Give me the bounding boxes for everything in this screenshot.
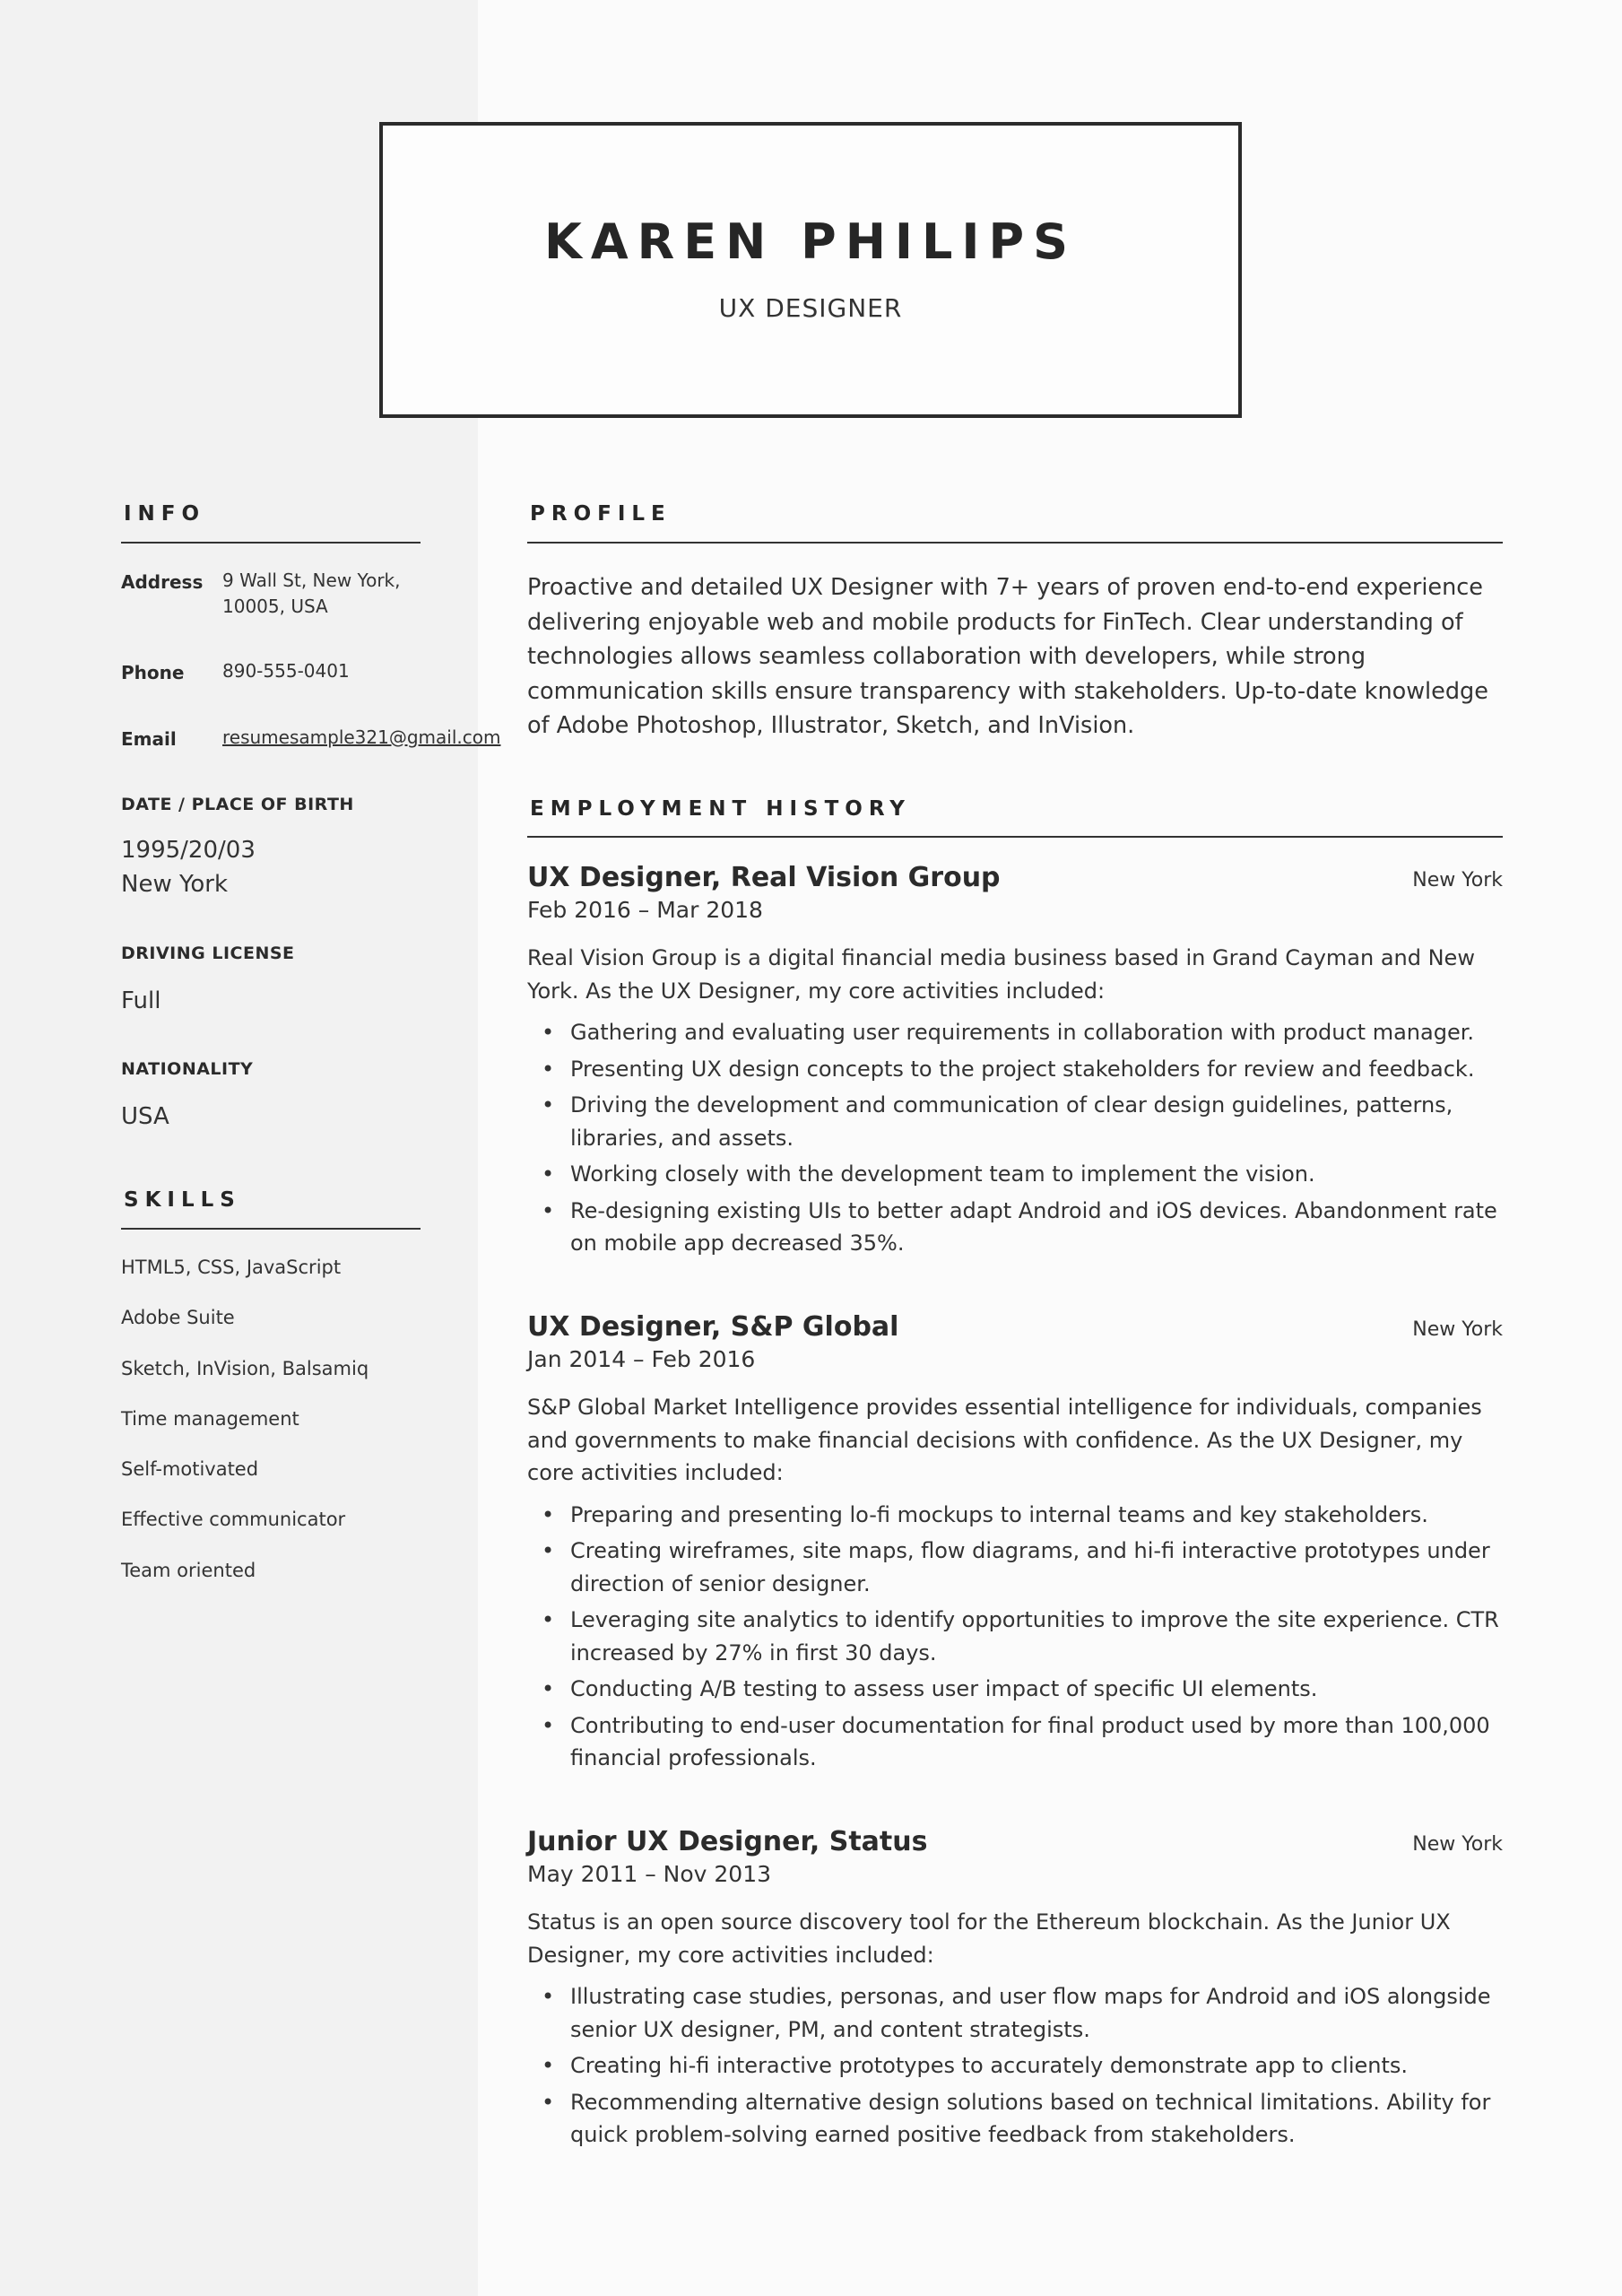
job-bullet: • Creating wireframes, site maps, flow diagrams, and hi-fi interactive prototypes under direction of senior designer.	[527, 1535, 1503, 1600]
job-description: Status is an open source discovery tool for the Ethereum blockchain. As the Junior UX Designer, my core activities included:	[527, 1909, 1451, 1968]
job-title: UX Designer, S&P Global	[527, 1311, 899, 1343]
license-value: Full	[121, 987, 161, 1014]
job-entry	[527, 862, 1503, 1264]
dob-value	[121, 833, 256, 901]
job-dates: Jan 2014 – Feb 2016	[527, 1346, 756, 1372]
candidate-name: KAREN PHILIPS	[544, 213, 1077, 270]
job-entry	[527, 1826, 1503, 2155]
address-value	[222, 568, 401, 620]
email-link[interactable]: resumesample321@gmail.com	[222, 726, 501, 748]
job-bullet: • Re-designing existing UIs to better adapt Android and iOS devices. Abandonment rate on mobile app decreased 35%.	[527, 1195, 1503, 1260]
job-bullet: • Leveraging site analytics to identify opportunities to improve the site experience. CTR increased by 27% in first 30 days.	[527, 1604, 1503, 1669]
job-location: New York	[1412, 1833, 1503, 1856]
job-bullet: • Illustrating case studies, personas, and user flow maps for Android and iOS alongside senior UX designer, PM, and content strategists.	[527, 1980, 1503, 2046]
employment-divider	[527, 836, 1503, 838]
phone-value: 890-555-0401	[222, 660, 350, 682]
info-divider	[121, 542, 421, 544]
skill-item: Sketch, InVision, Balsamiq	[121, 1358, 369, 1379]
birth-place: New York	[121, 871, 229, 898]
skill-item: Team oriented	[121, 1560, 256, 1581]
phone-label: Phone	[121, 662, 185, 683]
dob-label: DATE / PLACE OF BIRTH	[121, 795, 354, 814]
skill-item: Time management	[121, 1408, 299, 1430]
skills-heading: SKILLS	[124, 1188, 241, 1212]
address-line-1: 9 Wall St, New York,	[222, 570, 401, 591]
job-dates: May 2011 – Nov 2013	[527, 1861, 772, 1887]
job-bullet: • Preparing and presenting lo-fi mockups to internal teams and key stakeholders.	[527, 1499, 1503, 1532]
employment-heading: EMPLOYMENT HISTORY	[530, 797, 911, 821]
job-location: New York	[1412, 869, 1503, 891]
job-bullet: • Working closely with the development team to implement the vision.	[527, 1158, 1503, 1191]
job-description: Real Vision Group is a digital financial media business based in Grand Cayman and New York. As the UX Designer, my core activities included:	[527, 945, 1475, 1004]
address-label: Address	[121, 571, 204, 593]
skill-item: HTML5, CSS, JavaScript	[121, 1257, 342, 1278]
address-line-2: 10005, USA	[222, 596, 328, 617]
job-bullet: • Conducting A/B testing to assess user impact of specific UI elements.	[527, 1673, 1503, 1706]
info-heading: INFO	[124, 502, 206, 526]
job-bullets	[527, 1499, 1503, 1775]
license-label: DRIVING LICENSE	[121, 944, 295, 963]
candidate-title: UX DESIGNER	[718, 293, 903, 323]
skills-divider	[121, 1228, 421, 1230]
job-title: UX Designer, Real Vision Group	[527, 862, 1001, 893]
job-bullets	[527, 1016, 1503, 1260]
job-location: New York	[1412, 1318, 1503, 1341]
profile-heading: PROFILE	[530, 502, 672, 526]
job-entry	[527, 1311, 1503, 1779]
job-description: S&P Global Market Intelligence provides essential intelligence for individuals, companies and governments to make financial decisions with confidence. As the UX Designer, my core activities included:	[527, 1395, 1482, 1485]
job-bullet: • Gathering and evaluating user requirements in collaboration with product manager.	[527, 1016, 1503, 1049]
skill-item: Self-motivated	[121, 1458, 259, 1480]
job-bullet: • Contributing to end-user documentation for final product used by more than 100,000 financial professionals.	[527, 1709, 1503, 1775]
skill-item: Adobe Suite	[121, 1307, 235, 1328]
job-dates: Feb 2016 – Mar 2018	[527, 897, 763, 923]
skill-item: Effective communicator	[121, 1509, 346, 1530]
profile-text: Proactive and detailed UX Designer with 7+ years of proven end-to-end experience delivering enjoyable web and mobile products for FinTech. Clear understanding of technologies allows seamless collaboration with developers, while strong communication skills ensure transparency with stakeholders. Up-to-date knowledge of Adobe Photoshop, Illustrator, Sketch, and InVision.	[527, 574, 1488, 739]
job-bullet: • Driving the development and communication of clear design guidelines, patterns, libraries, and assets.	[527, 1089, 1503, 1154]
nationality-label: NATIONALITY	[121, 1059, 254, 1079]
birth-date: 1995/20/03	[121, 837, 256, 864]
job-bullets	[527, 1980, 1503, 2152]
nationality-value: USA	[121, 1103, 169, 1130]
job-bullet: • Presenting UX design concepts to the project stakeholders for review and feedback.	[527, 1053, 1503, 1086]
header-box	[379, 122, 1242, 418]
profile-divider	[527, 542, 1503, 544]
email-label: Email	[121, 728, 177, 750]
job-title: Junior UX Designer, Status	[527, 1826, 928, 1857]
job-bullet: • Recommending alternative design solutions based on technical limitations. Ability for quick problem-solving earned positive feedback from stakeholders.	[527, 2086, 1503, 2152]
job-bullet: • Creating hi-fi interactive prototypes to accurately demonstrate app to clients.	[527, 2049, 1503, 2083]
